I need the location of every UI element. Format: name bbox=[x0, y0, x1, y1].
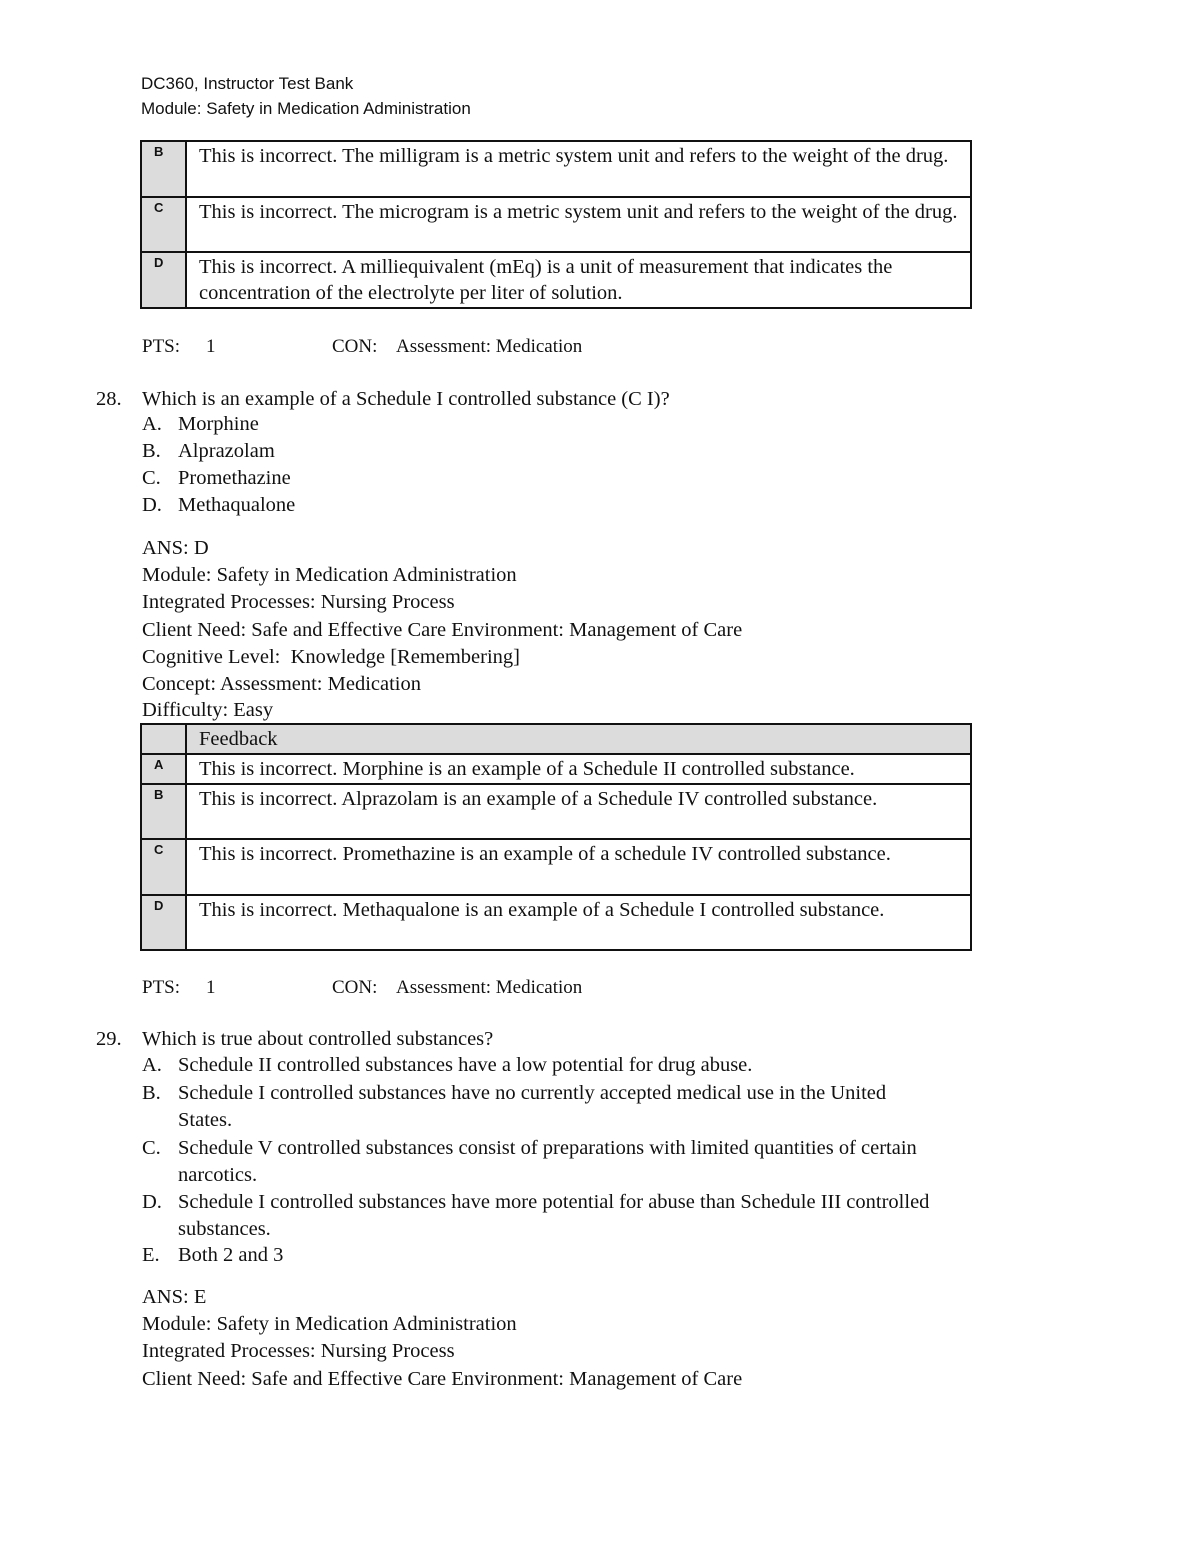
concept-label: CON: bbox=[332, 336, 378, 357]
option-letter: B. bbox=[142, 440, 161, 462]
option-text: Alprazolam bbox=[178, 440, 275, 462]
option-letter: A. bbox=[142, 1054, 162, 1076]
table-row bbox=[141, 141, 971, 197]
answer-option bbox=[142, 492, 296, 519]
row-feedback: This is incorrect. Promethazine is an example of a schedule IV controlled substance. bbox=[186, 839, 971, 895]
table-row bbox=[141, 197, 971, 252]
option-text: Methaqualone bbox=[178, 494, 296, 516]
pts-value: 1 bbox=[206, 977, 216, 998]
concept-label: CON: bbox=[332, 977, 378, 998]
concept-value: Assessment: Medication bbox=[396, 977, 583, 998]
answer-option bbox=[142, 1080, 887, 1131]
header-empty-cell bbox=[141, 724, 186, 754]
table-row bbox=[141, 252, 971, 308]
row-letter: D bbox=[141, 895, 186, 950]
question-number: 29. bbox=[96, 1028, 122, 1050]
answer-key: ANS: D bbox=[142, 537, 209, 559]
row-letter: B bbox=[141, 784, 186, 839]
question-stem: Which is an example of a Schedule I controlled substance (C I)? bbox=[142, 388, 670, 410]
option-letter: D. bbox=[142, 1191, 162, 1213]
meta-client-need: Client Need: Safe and Effective Care Environment: Management of Care bbox=[142, 619, 743, 641]
row-feedback: This is incorrect. The milligram is a metric system unit and refers to the weight of the drug. bbox=[186, 141, 971, 197]
table-row bbox=[141, 784, 971, 839]
row-feedback: This is incorrect. Methaqualone is an example of a Schedule I controlled substance. bbox=[186, 895, 971, 950]
table-header-row bbox=[141, 724, 971, 754]
table-row bbox=[141, 839, 971, 895]
table-row bbox=[141, 754, 971, 784]
pts-label: PTS: bbox=[142, 977, 181, 998]
row-letter: C bbox=[141, 839, 186, 895]
meta-processes: Integrated Processes: Nursing Process bbox=[142, 591, 455, 613]
answer-option bbox=[142, 1189, 930, 1240]
option-text: Promethazine bbox=[178, 467, 291, 489]
doc-header-title: DC360, Instructor Test Bank bbox=[141, 74, 354, 93]
meta-concept: Concept: Assessment: Medication bbox=[142, 673, 421, 695]
meta-difficulty: Difficulty: Easy bbox=[142, 699, 274, 721]
option-letter: C. bbox=[142, 467, 161, 489]
table-row bbox=[141, 895, 971, 950]
feedback-table-q28 bbox=[140, 723, 972, 951]
option-letter: B. bbox=[142, 1082, 161, 1104]
meta-cognitive-level: Cognitive Level: Knowledge [Remembering] bbox=[142, 646, 521, 668]
doc-header-module: Module: Safety in Medication Administration bbox=[141, 99, 471, 118]
answer-option bbox=[142, 438, 275, 465]
option-text: Morphine bbox=[178, 413, 259, 435]
answer-option bbox=[142, 1052, 753, 1079]
option-text: Schedule V controlled substances consist of preparations with limited quantities of certain narcotics. bbox=[178, 1137, 917, 1186]
answer-option bbox=[142, 411, 259, 438]
answer-key: ANS: E bbox=[142, 1286, 207, 1308]
answer-option bbox=[142, 465, 291, 492]
row-feedback: This is incorrect. Alprazolam is an example of a Schedule IV controlled substance. bbox=[186, 784, 971, 839]
pts-value: 1 bbox=[206, 336, 216, 357]
points-line bbox=[142, 977, 583, 999]
question-number: 28. bbox=[96, 388, 122, 410]
option-letter: D. bbox=[142, 494, 162, 516]
meta-module: Module: Safety in Medication Administration bbox=[142, 564, 517, 586]
row-feedback: This is incorrect. A milliequivalent (mEq) is a unit of measurement that indicates the concentration of the electrolyte per liter of solution. bbox=[186, 252, 971, 308]
meta-module: Module: Safety in Medication Administration bbox=[142, 1313, 517, 1335]
row-letter: D bbox=[141, 252, 186, 308]
option-text: Schedule II controlled substances have a low potential for drug abuse. bbox=[178, 1054, 753, 1076]
concept-value: Assessment: Medication bbox=[396, 336, 583, 357]
option-text: Schedule I controlled substances have more potential for abuse than Schedule III controlled substances. bbox=[178, 1191, 930, 1240]
points-line bbox=[142, 336, 583, 358]
answer-option bbox=[142, 1242, 284, 1269]
pts-label: PTS: bbox=[142, 336, 181, 357]
option-letter: C. bbox=[142, 1137, 161, 1159]
feedback-table-q27 bbox=[140, 140, 972, 309]
row-letter: A bbox=[141, 754, 186, 784]
option-text: Both 2 and 3 bbox=[178, 1244, 284, 1266]
row-feedback: This is incorrect. Morphine is an example of a Schedule II controlled substance. bbox=[186, 754, 971, 784]
row-letter: B bbox=[141, 141, 186, 197]
feedback-header: Feedback bbox=[186, 724, 971, 754]
option-letter: E. bbox=[142, 1244, 160, 1266]
meta-processes: Integrated Processes: Nursing Process bbox=[142, 1340, 455, 1362]
question-stem: Which is true about controlled substances? bbox=[142, 1028, 494, 1050]
option-text: Schedule I controlled substances have no currently accepted medical use in the United States. bbox=[178, 1082, 887, 1131]
row-feedback: This is incorrect. The microgram is a metric system unit and refers to the weight of the drug. bbox=[186, 197, 971, 252]
row-letter: C bbox=[141, 197, 186, 252]
answer-option bbox=[142, 1135, 917, 1186]
option-letter: A. bbox=[142, 413, 162, 435]
meta-client-need: Client Need: Safe and Effective Care Environment: Management of Care bbox=[142, 1368, 743, 1390]
